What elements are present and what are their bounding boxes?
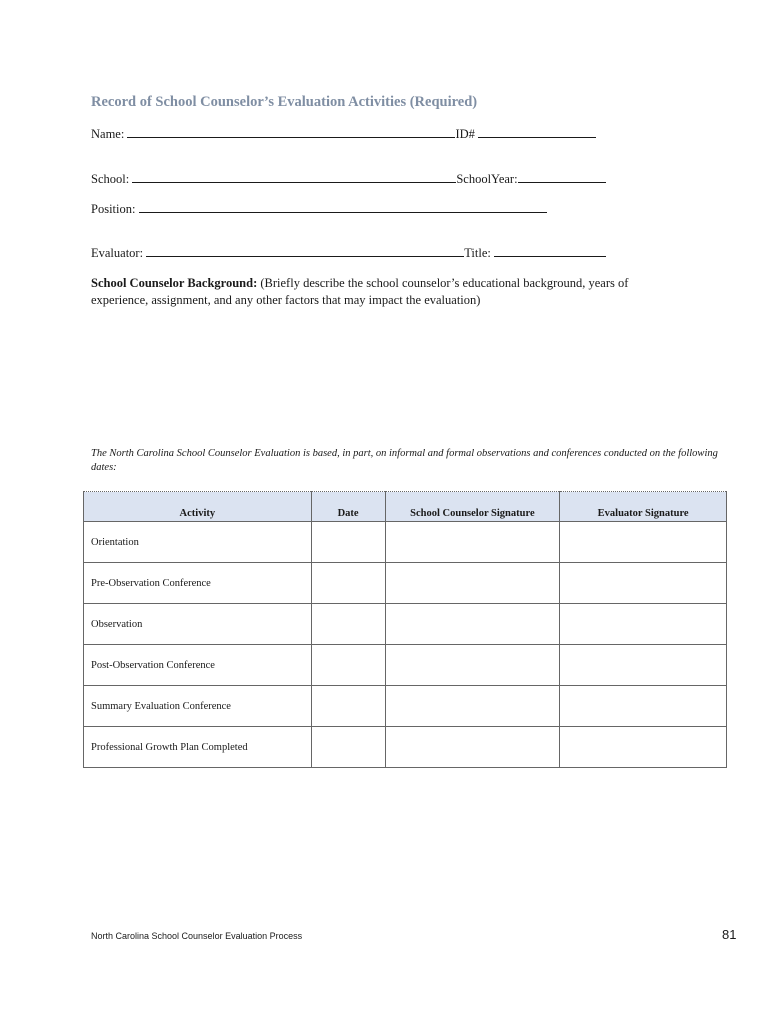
title-field[interactable] — [494, 245, 606, 257]
date-cell[interactable] — [311, 686, 385, 727]
page-number: 81 — [722, 927, 737, 942]
date-cell[interactable] — [311, 645, 385, 686]
name-label: Name: — [91, 127, 125, 141]
counselor-signature-cell[interactable] — [385, 686, 560, 727]
activity-cell: Pre-Observation Conference — [84, 563, 312, 604]
footer-text: North Carolina School Counselor Evaluation Process — [91, 931, 303, 941]
activities-table — [83, 491, 727, 768]
school-field[interactable] — [132, 171, 456, 183]
name-row — [91, 126, 596, 142]
header-date: Date — [311, 492, 385, 522]
evaluator-row — [91, 245, 606, 261]
date-cell[interactable] — [311, 604, 385, 645]
evaluator-signature-cell[interactable] — [560, 645, 727, 686]
evaluator-signature-cell[interactable] — [560, 604, 727, 645]
activity-cell: Summary Evaluation Conference — [84, 686, 312, 727]
activity-cell: Post-Observation Conference — [84, 645, 312, 686]
evaluator-signature-cell[interactable] — [560, 563, 727, 604]
counselor-signature-cell[interactable] — [385, 727, 560, 768]
position-label: Position: — [91, 202, 136, 216]
header-counselor-signature: School Counselor Signature — [385, 492, 560, 522]
evaluator-signature-cell[interactable] — [560, 522, 727, 563]
page-title: Record of School Counselor’s Evaluation Activities (Required) — [91, 94, 478, 110]
observation-note: The North Carolina School Counselor Evaluation is based, in part, on informal and formal observations and conferences conducted on the following dates: — [91, 448, 718, 473]
table-row — [84, 645, 727, 686]
counselor-signature-cell[interactable] — [385, 645, 560, 686]
date-cell[interactable] — [311, 563, 385, 604]
school-year-field[interactable] — [518, 171, 606, 183]
evaluator-signature-cell[interactable] — [560, 686, 727, 727]
evaluator-field[interactable] — [146, 245, 464, 257]
title-label: Title: — [464, 246, 491, 260]
table-row — [84, 563, 727, 604]
date-cell[interactable] — [311, 727, 385, 768]
school-year-label: SchoolYear: — [456, 172, 518, 186]
table-row — [84, 604, 727, 645]
table-header-row — [84, 492, 727, 522]
activity-cell: Observation — [84, 604, 312, 645]
activity-cell: Orientation — [84, 522, 312, 563]
position-row — [91, 201, 547, 217]
name-field[interactable] — [127, 126, 455, 138]
table-row — [84, 522, 727, 563]
school-label: School: — [91, 172, 130, 186]
date-cell[interactable] — [311, 522, 385, 563]
header-activity: Activity — [84, 492, 312, 522]
table-row — [84, 686, 727, 727]
background-label: School Counselor Background: — [91, 276, 258, 290]
id-label: ID# — [455, 127, 475, 141]
header-evaluator-signature: Evaluator Signature — [560, 492, 727, 522]
counselor-signature-cell[interactable] — [385, 522, 560, 563]
evaluator-signature-cell[interactable] — [560, 727, 727, 768]
activity-cell: Professional Growth Plan Completed — [84, 727, 312, 768]
evaluator-label: Evaluator: — [91, 246, 144, 260]
counselor-signature-cell[interactable] — [385, 563, 560, 604]
position-field[interactable] — [139, 201, 547, 213]
background-section — [91, 275, 651, 309]
table-row — [84, 727, 727, 768]
school-row — [91, 171, 606, 187]
counselor-signature-cell[interactable] — [385, 604, 560, 645]
id-field[interactable] — [478, 126, 596, 138]
background-instructions: (Briefly describe the school counselor’s educational background, years of experience, assignment, and any other factors that may impact the evaluation) — [91, 276, 629, 307]
